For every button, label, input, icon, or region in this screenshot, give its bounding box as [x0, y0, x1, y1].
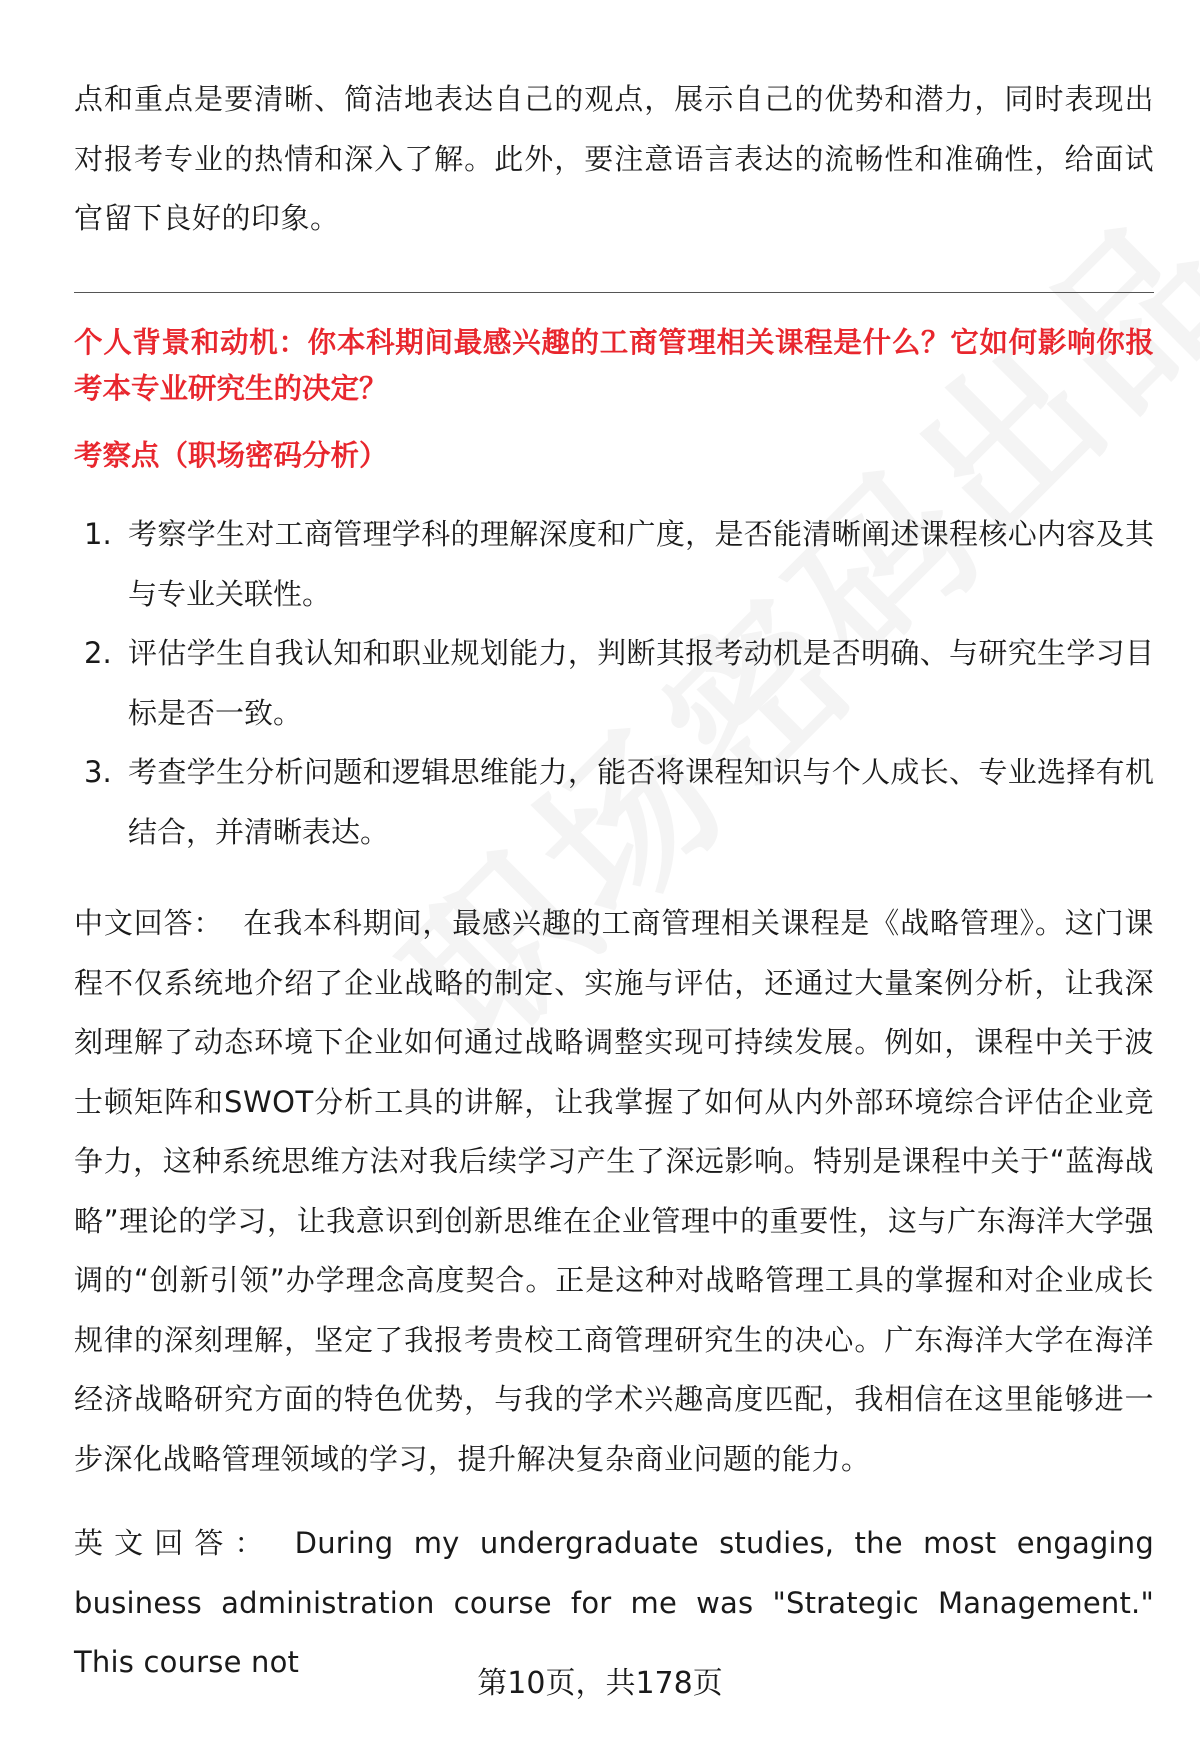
item-text: 考察学生对工商管理学科的理解深度和广度，是否能清晰阐述课程核心内容及其与专业关联性。: [128, 517, 1154, 611]
assessment-item: [74, 624, 1154, 743]
item-number: 2.: [84, 636, 112, 670]
page-number: 第10页，共178页: [477, 1666, 723, 1701]
chinese-answer-paragraph: [74, 894, 1154, 1489]
chinese-answer: [74, 894, 1154, 1489]
english-answer-text: During my undergraduate studies, the most engaging business administration course for me was "Strategic Management." This course not: [74, 1526, 1154, 1679]
item-text: 考查学生分析问题和逻辑思维能力，能否将课程知识与个人成长、专业选择有机结合，并清晰表达。: [128, 755, 1154, 849]
chinese-answer-text: 在我本科期间，最感兴趣的工商管理相关课程是《战略管理》。这门课程不仅系统地介绍了企业战略的制定、实施与评估，还通过大量案例分析，让我深刻理解了动态环境下企业如何通过战略调整实现可持续发展。例如，课程中关于波士顿矩阵和SWOT分析工具的讲解，让我掌握了如何从内外部环境综合评估企业竞争力，这种系统思维方法对我后续学习产生了深远影响。特别是课程中关于“蓝海战略”理论的学习，让我意识到创新思维在企业管理中的重要性，这与广东海洋大学强调的“创新引领”办学理念高度契合。正是这种对战略管理工具的掌握和对企业成长规律的深刻理解，坚定了我报考贵校工商管理研究生的决心。广东海洋大学在海洋经济战略研究方面的特色优势，与我的学术兴趣高度匹配，我相信在这里能够进一步深化战略管理领域的学习，提升解决复杂商业问题的能力。: [74, 906, 1154, 1476]
item-number: 3.: [84, 755, 112, 789]
chinese-answer-label: 中文回答：: [74, 906, 224, 940]
item-text: 评估学生自我认知和职业规划能力，判断其报考动机是否明确、与研究生学习目标是否一致。: [128, 636, 1154, 730]
item-number: 1.: [84, 517, 112, 551]
english-answer-label: 英文回答：: [74, 1526, 275, 1560]
intro-section: [74, 70, 1154, 249]
assessment-item: [74, 505, 1154, 624]
question-heading: 个人背景和动机：你本科期间最感兴趣的工商管理相关课程是什么？它如何影响你报考本专业研究生的决定？: [74, 326, 1154, 405]
assessment-item: [74, 743, 1154, 862]
assessment-list: [74, 505, 1154, 862]
assessment-heading: 考察点（职场密码分析）: [74, 439, 388, 472]
intro-paragraph: 点和重点是要清晰、简洁地表达自己的观点，展示自己的优势和潜力，同时表现出对报考专业的热情和深入了解。此外，要注意语言表达的流畅性和准确性，给面试官留下良好的印象。: [74, 82, 1154, 235]
section-divider: [74, 292, 1154, 293]
